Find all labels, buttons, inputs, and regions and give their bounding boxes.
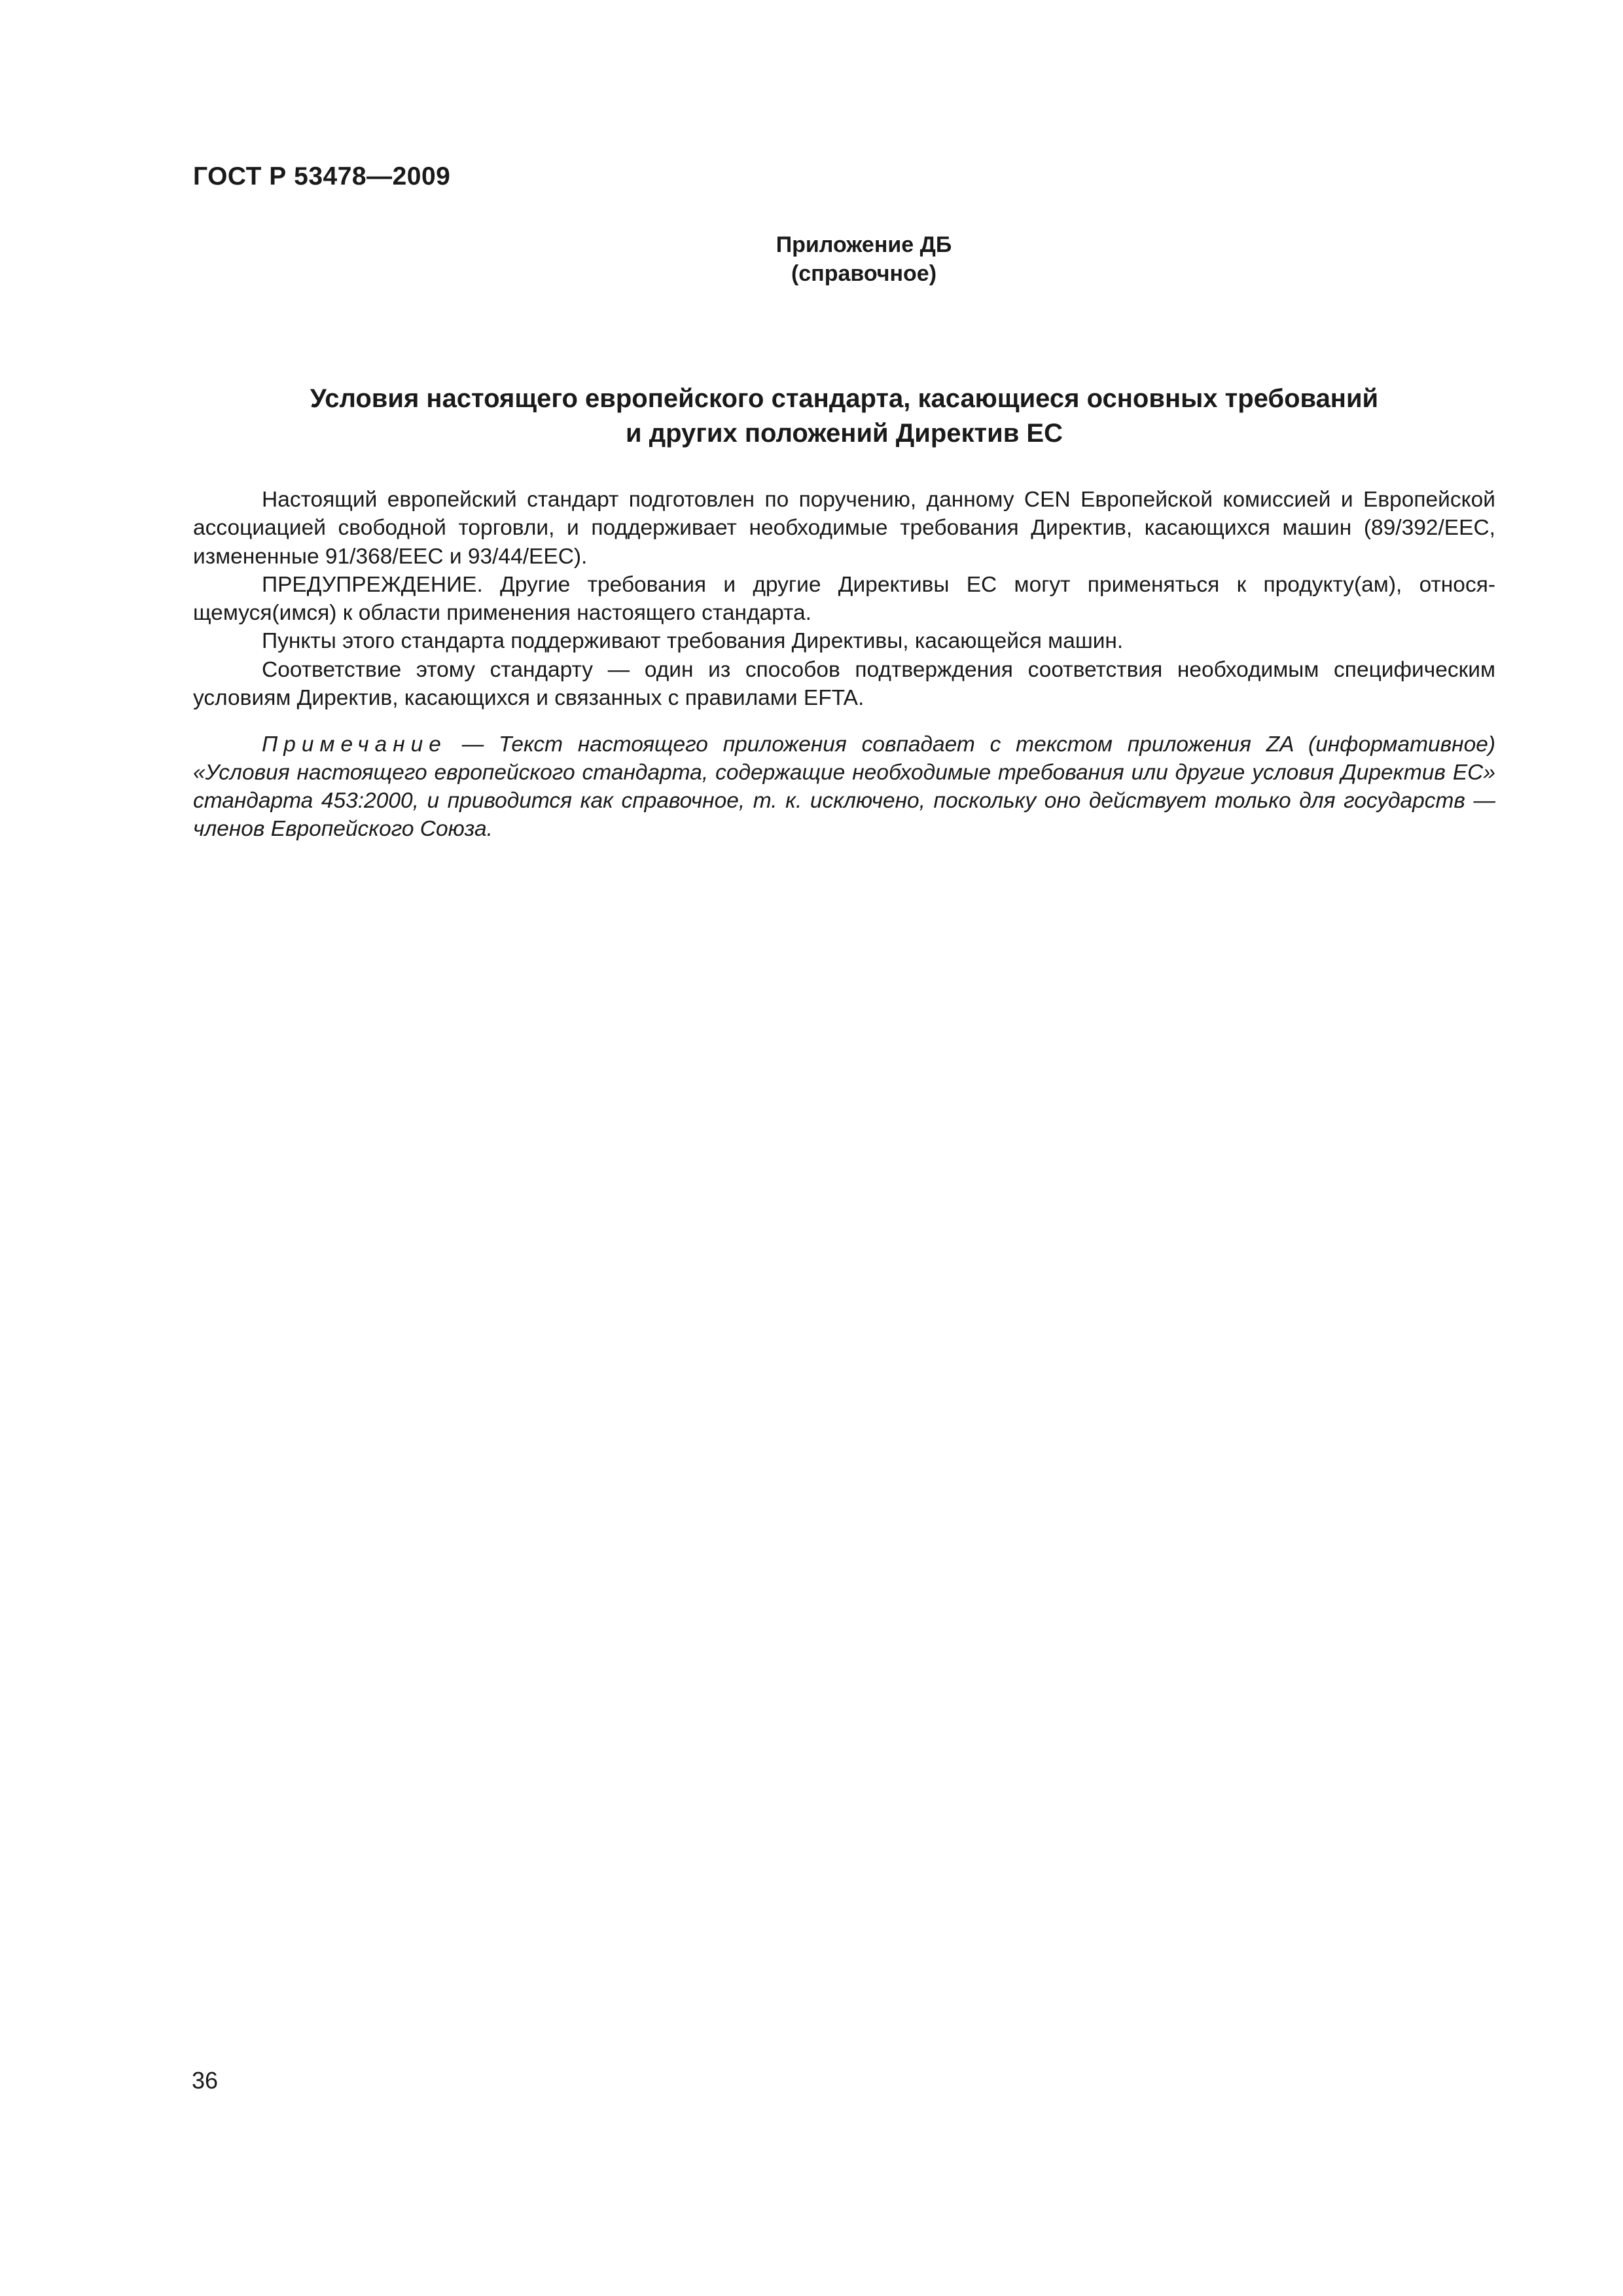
note-text: — Текст настоящего приложения совпадает с текстом приложения ZA (информативное) «Условия настоящего европейского стандарта, содержащие необходимые требования или другие условия Директив ЕС» стандарта 453:2000, и приводится как справочное, т. к. исключено, поскольку оно действует только для государств — членов Европейского Союза. (193, 732, 1495, 841)
paragraph: Настоящий европейский стандарт подготовлен по поручению, данному CEN Европейской комиссией и Европейской ассоциацией свободной торговли, и поддерживает необходимые требования Директив, касающихся машин (89/392/ЕЕС, измененные 91/368/ЕЕС и 93/44/ЕЕС). (193, 488, 1495, 569)
appendix-title-line-1: Условия настоящего европейского стандарта, касающиеся основных требований (310, 384, 1379, 413)
appendix-header (654, 230, 1073, 288)
note (193, 730, 1495, 843)
appendix-label: Приложение ДБ (776, 232, 952, 257)
page-number: 36 (192, 2067, 219, 2094)
appendix-title-line-2: и других положений Директив ЕС (625, 419, 1063, 448)
paragraph: ПРЕДУПРЕЖДЕНИЕ. Другие требования и другие Директивы ЕС могут применяться к продукту(ам), относящемуся(имся) к области применения настоящего стандарта. (193, 572, 1495, 626)
paragraph: Соответствие этому стандарту — один из способов подтверждения соответствия необходимым специфическим условиям Директив, касающихся и связанных с правилами EFTA. (193, 657, 1495, 711)
body-text (193, 486, 1495, 712)
document-id: ГОСТ Р 53478—2009 (193, 162, 451, 190)
paragraph: Пункты этого стандарта поддерживают требования Директивы, касающейся машин. (262, 629, 1124, 654)
appendix-kind: (справочное) (791, 261, 937, 286)
appendix-title (193, 382, 1495, 451)
note-label: Примечание (262, 732, 447, 757)
